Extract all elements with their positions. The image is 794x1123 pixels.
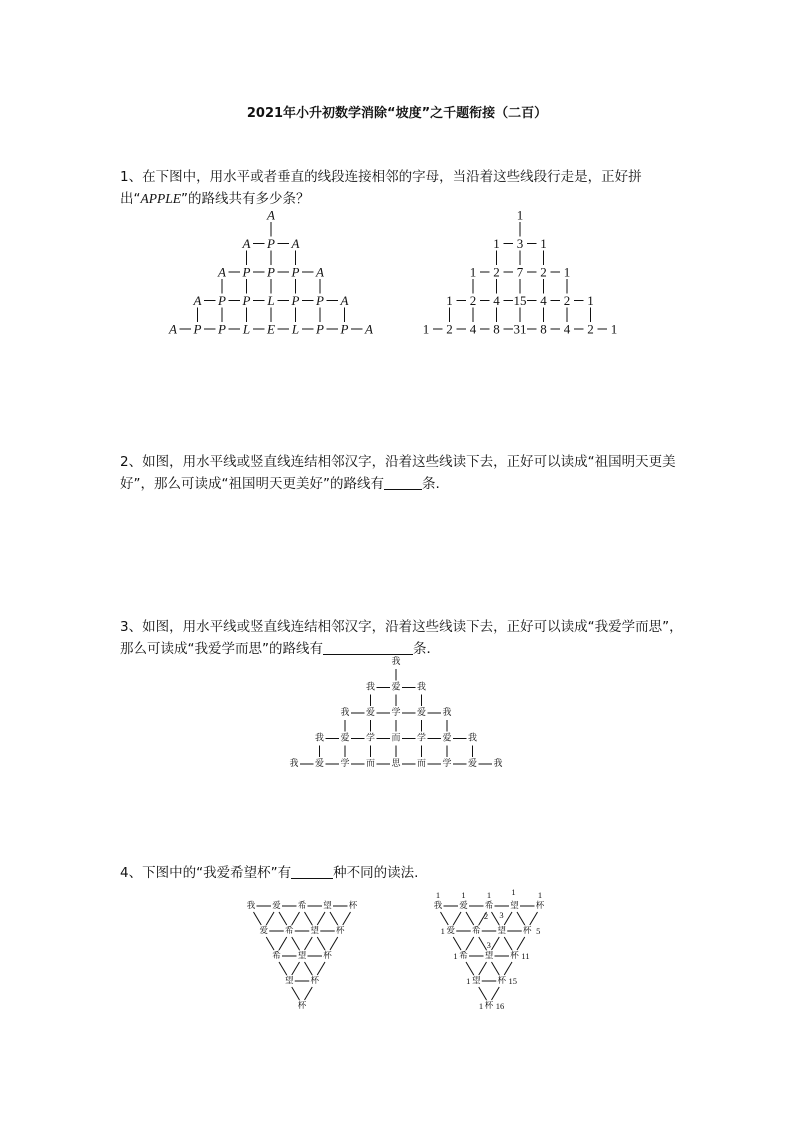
woaixue-node: 我: [493, 759, 503, 769]
woaixiwang-node: 望: [297, 951, 307, 961]
count-left: 1: [453, 951, 458, 961]
q1-text-after: ”的路线共有多少条？: [181, 191, 310, 207]
woaixiwang-d-edge: [317, 937, 325, 950]
apple-count-node: 1: [469, 264, 477, 280]
woaixiwang-count-d-edge: [453, 937, 461, 950]
woaixiwang-node: 望: [284, 976, 294, 986]
woaixiwang-d-edge: [279, 962, 287, 975]
woaixue-node: 我: [340, 708, 350, 718]
woaixiwang-d-edge: [292, 962, 300, 975]
woaixiwang-d-edge: [305, 912, 313, 925]
apple-count-node: 8: [540, 321, 547, 337]
woaixiwang-count-d-edge: [492, 937, 500, 950]
woaixiwang-node: 杯: [335, 926, 345, 936]
woaixiwang-count-d-edge: [504, 937, 512, 950]
woaixiwang-d-edge: [266, 912, 274, 925]
count-top: 1: [461, 890, 466, 900]
apple-letter-node: A: [291, 236, 300, 251]
woaixiwang-count-d-edge: [441, 912, 449, 925]
apple-letter-node: L: [291, 321, 300, 337]
woaixiwang-count-d-edge: [517, 937, 525, 950]
woaixiwang-count-node: 杯: [522, 926, 532, 936]
woaixue-node: 我: [467, 733, 478, 744]
woaixiwang-count-d-edge: [492, 912, 500, 925]
woaixiwang-count-d-edge: [466, 937, 474, 950]
woaixiwang-count-node: 爱: [459, 901, 468, 911]
count-mid: 2: [483, 911, 489, 921]
q1-word: APPLE: [140, 191, 181, 206]
q1-text-before: 1、在下图中，用水平或者垂直的线段连接相邻的字母，当沿着这些线段行走是，正好拼出“: [120, 169, 642, 207]
woaixiwang-count-node: 杯: [484, 1001, 494, 1011]
woaixue-node: 爱: [442, 733, 452, 744]
apple-count-node: 4: [563, 321, 571, 337]
woaixue-node: 爱: [467, 759, 478, 769]
woaixiwang-d-edge: [292, 937, 300, 950]
apple-letter-node: A: [242, 236, 251, 251]
woaixiwang-count-node: 杯: [535, 901, 545, 911]
apple-count-node: 31: [513, 321, 527, 337]
apple-letter-node: A: [267, 207, 275, 223]
apple-letter-node: A: [365, 321, 373, 337]
apple-letter-node: P: [291, 264, 300, 280]
woaixue-node: 我: [289, 759, 299, 769]
apple-count-node: 2: [446, 321, 453, 337]
woaixiwang-count-node: 我: [433, 901, 443, 911]
apple-letter-node: L: [242, 321, 251, 337]
woaixue-node: 我: [391, 657, 401, 667]
apple-count-node: 1: [446, 293, 453, 308]
woaixiwang-node: 爱: [259, 926, 269, 936]
apple-count-node: 2: [493, 264, 500, 280]
count-right: 15: [508, 976, 517, 986]
woaixiwang-count-node: 爱: [446, 926, 456, 936]
woaixue-node: 学: [391, 708, 401, 718]
woaixiwang-d-edge: [343, 912, 351, 925]
woaixiwang-count-node: 杯: [497, 976, 507, 986]
apple-count-node: 4: [540, 293, 547, 308]
apple-letter-node: P: [242, 264, 251, 280]
woaixiwang-count-d-edge: [504, 962, 512, 975]
woaixiwang-count-node: 望: [497, 926, 507, 936]
apple-letter-node: P: [267, 264, 275, 280]
woaixue-node: 而: [365, 759, 376, 769]
woaixiwang-node: 杯: [348, 901, 358, 911]
woaixue-node: 而: [416, 759, 427, 769]
woaixiwang-count-d-edge: [492, 962, 500, 975]
woaixiwang-d-edge: [266, 937, 274, 950]
woaixiwang-d-edge: [279, 912, 287, 925]
apple-letter-node: P: [316, 321, 324, 337]
woaixue-node: 学: [365, 733, 376, 744]
woaixiwang-d-edge: [305, 987, 313, 1000]
apple-count-node: 1: [516, 207, 524, 223]
woaixiwang-count-triangle: [434, 887, 545, 1011]
woaixiwang-d-edge: [305, 937, 313, 950]
woaixiwang-count-d-edge: [453, 912, 461, 925]
q3-end: 条．: [413, 641, 440, 657]
woaixue-node: 学: [340, 759, 350, 769]
woaixiwang-count-node: 希: [484, 901, 494, 911]
woaixue-node: 而: [391, 733, 401, 744]
woaixue-node: 爱: [416, 708, 427, 718]
apple-letter-node: A: [316, 264, 324, 280]
apple-letter-node: P: [218, 321, 226, 337]
count-right: 11: [521, 951, 530, 961]
apple-count-node: 1: [563, 264, 571, 280]
apple-count-pyramid: [423, 208, 618, 337]
woaixiwang-d-edge: [279, 937, 287, 950]
woaixue-node: 我: [416, 682, 427, 693]
count-top: 1: [537, 890, 543, 900]
apple-count-node: 1: [493, 236, 500, 251]
apple-count-node: 15: [513, 293, 527, 308]
apple-letter-node: A: [340, 293, 349, 308]
apple-count-node: 1: [540, 236, 547, 251]
q4-text-before: 4、下图中的“我爱希望杯”有: [120, 865, 292, 881]
woaixiwang-d-edge: [317, 912, 325, 925]
woaixiwang-count-d-edge: [492, 987, 500, 1000]
woaixue-node: 爱: [340, 733, 350, 744]
apple-count-node: 7: [516, 264, 524, 280]
count-left: 1: [440, 926, 445, 936]
apple-letter-node: L: [267, 293, 275, 308]
woaixiwang-count-node: 望: [471, 976, 481, 986]
woaixiwang-count-d-edge: [530, 912, 538, 925]
woaixue-node: 我: [365, 682, 376, 693]
q2-end: 条.: [421, 476, 440, 492]
woaixiwang-node: 杯: [323, 951, 332, 961]
apple-letter-pyramid: [168, 208, 373, 337]
apple-letter-node: A: [193, 293, 202, 308]
woaixiwang-node: 希: [297, 901, 307, 911]
apple-count-node: 2: [469, 293, 477, 308]
woaixiwang-count-d-edge: [479, 987, 487, 1000]
apple-count-node: 1: [587, 293, 594, 308]
apple-letter-node: E: [267, 321, 275, 337]
apple-count-node: 8: [493, 321, 500, 337]
apple-letter-node: P: [316, 293, 324, 308]
woaixiwang-count-node: 希: [459, 951, 468, 961]
woaixiwang-count-node: 望: [484, 951, 494, 961]
apple-count-node: 2: [540, 264, 547, 280]
woaixiwang-count-node: 望: [510, 901, 519, 911]
woaixiwang-d-edge: [292, 987, 300, 1000]
woaixiwang-count-d-edge: [504, 912, 512, 925]
woaixue-node: 爱: [314, 759, 325, 769]
woaixue-pyramid: [289, 655, 502, 769]
woaixiwang-node: 杯: [310, 976, 320, 986]
apple-count-node: 2: [587, 321, 594, 337]
apple-count-node: 2: [563, 293, 571, 308]
woaixiwang-d-edge: [330, 912, 338, 925]
count-top: 1: [486, 890, 492, 900]
q4-text-after: 种不同的读法.: [333, 865, 419, 881]
woaixiwang-node: 杯: [297, 1001, 307, 1011]
woaixiwang-node: 望: [310, 926, 320, 936]
woaixiwang-d-edge: [254, 912, 262, 925]
apple-count-node: 1: [610, 321, 618, 337]
apple-count-node: 4: [493, 293, 500, 308]
page-title: 2021年小升初数学消除“坡度”之千题衔接（二百）: [246, 106, 548, 121]
apple-letter-node: A: [169, 321, 177, 337]
count-top: 1: [511, 887, 516, 897]
woaixue-node: 我: [314, 733, 325, 744]
woaixue-node: 我: [442, 708, 452, 718]
count-top: 1: [435, 890, 441, 900]
apple-count-node: 4: [469, 321, 477, 337]
woaixue-node: 学: [442, 759, 452, 769]
woaixiwang-node: 望: [323, 901, 332, 911]
woaixue-node: 爱: [391, 682, 401, 693]
apple-letter-node: P: [340, 321, 349, 337]
woaixiwang-node: 爱: [272, 901, 281, 911]
q2-text: 2、如图，用水平线或竖直线连结相邻汉字，沿着这些线读下去，正好可以读成“祖国明天更美好”，那么可读成“祖国明天更美好”的路线有: [120, 454, 676, 492]
woaixiwang-count-d-edge: [479, 937, 487, 950]
woaixiwang-count-d-edge: [479, 962, 487, 975]
woaixiwang-d-edge: [317, 962, 325, 975]
count-right: 16: [495, 1001, 505, 1011]
woaixiwang-count-node: 希: [471, 926, 481, 936]
woaixiwang-node: 希: [272, 951, 281, 961]
woaixiwang-count-d-edge: [517, 912, 525, 925]
woaixiwang-count-node: 杯: [510, 951, 519, 961]
apple-letter-node: P: [218, 293, 226, 308]
apple-letter-node: P: [267, 236, 275, 251]
apple-count-node: 3: [516, 236, 524, 251]
woaixue-node: 爱: [365, 708, 376, 718]
woaixiwang-d-edge: [292, 912, 300, 925]
woaixue-node: 思: [391, 759, 401, 769]
count-mid: 3: [499, 910, 504, 920]
apple-letter-node: P: [291, 293, 300, 308]
woaixiwang-triangle: [247, 900, 358, 1011]
apple-letter-node: P: [242, 293, 251, 308]
apple-letter-node: A: [218, 264, 226, 280]
woaixiwang-node: 希: [284, 926, 294, 936]
count-right: 5: [536, 926, 541, 936]
woaixue-node: 学: [416, 733, 427, 744]
woaixiwang-d-edge: [305, 962, 313, 975]
count-mid: 3: [486, 940, 491, 950]
woaixiwang-d-edge: [330, 937, 338, 950]
apple-letter-node: P: [193, 321, 202, 337]
count-left: 1: [466, 976, 471, 986]
count-left: 1: [478, 1001, 484, 1011]
q3-text: 3、如图，用水平线或竖直线连结相邻汉字，沿着这些线读下去，正好可以读成“我爱学而思”，那么可读成“我爱学而思”的路线有: [120, 619, 683, 657]
woaixiwang-count-d-edge: [466, 912, 474, 925]
apple-count-node: 1: [422, 321, 430, 337]
woaixiwang-count-d-edge: [466, 962, 474, 975]
woaixiwang-node: 我: [246, 901, 256, 911]
